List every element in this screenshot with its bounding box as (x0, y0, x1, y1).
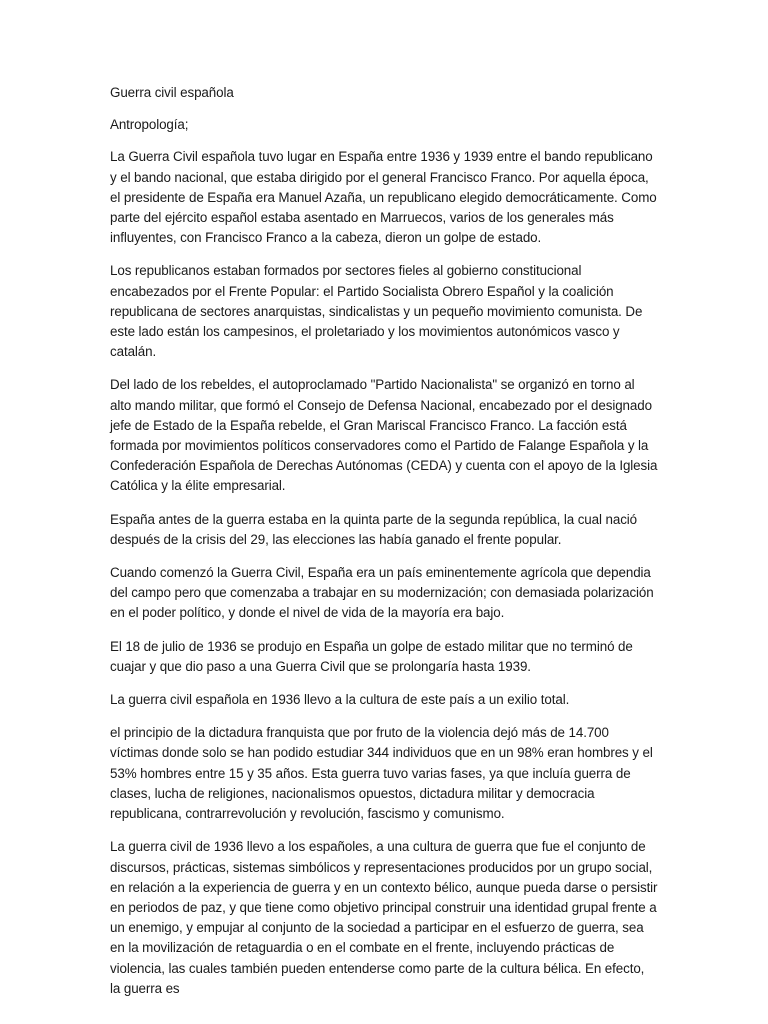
document-subtitle: Antropología; (110, 117, 189, 133)
paragraph-dictadura: el principio de la dictadura franquista que por fruto de la violencia dejó más de 14.700 víctimas donde solo se han podido estudiar 344 individuos que en un 98% eran hombres y el 53% hombres entre 15 y 35 años. Esta guerra tuvo varias fases, ya que incluía guerra de clases, lucha de religiones, nacionalismos opuestos, dictadura militar y democracia republicana, contrarrevolución y revolución, fascismo y comunismo. (110, 725, 653, 822)
paragraph-republicanos: Los republicanos estaban formados por sectores fieles al gobierno constitucional encabezados por el Frente Popular: el Partido Socialista Obrero Español y la coalición republicana de sectores anarquistas, sindicalistas y un pequeño movimiento comunista. De este lado están los campesinos, el proletariado y los movimientos autonómicos vasco y catalán. (110, 263, 643, 360)
paragraph-exilio: La guerra civil española en 1936 llevo a la cultura de este país a un exilio total. (110, 692, 570, 708)
document-page (110, 83, 658, 1012)
document-title: Guerra civil española (110, 85, 234, 100)
paragraph-intro: La Guerra Civil española tuvo lugar en España entre 1936 y 1939 entre el bando republicano y el bando nacional, que estaba dirigido por el general Francisco Franco. Por aquella época, el presidente de España era Manuel Azaña, un republicano elegido democráticamente. Como parte del ejército español estaba asentado en Marruecos, varios de los generales más influyentes, con Francisco Franco a la cabeza, dieron un golpe de estado. (110, 149, 657, 246)
paragraph-comienzo: Cuando comenzó la Guerra Civil, España era un país eminentemente agrícola que dependia del campo pero que comenzaba a trabajar en su modernización; con demasiada polarización en el poder político, y donde el nivel de vida de la mayoría era bajo. (110, 565, 654, 621)
paragraph-golpe: El 18 de julio de 1936 se produjo en España un golpe de estado militar que no terminó de cuajar y que dio paso a una Guerra Civil que se prolongaría hasta 1939. (110, 638, 633, 674)
paragraph-antes-guerra: España antes de la guerra estaba en la quinta parte de la segunda república, la cual nació después de la crisis del 29, las elecciones las había ganado el frente popular. (110, 511, 638, 547)
paragraph-cultura-guerra: La guerra civil de 1936 llevo a los españoles, a una cultura de guerra que fue el conjunto de discursos, prácticas, sistemas simbólicos y representaciones producidos por un grupo social, en relación a la experiencia de guerra y en un contexto bélico, aunque pueda darse o persistir en periodos de paz, y que tiene como objetivo principal construir una identidad grupal frente a un enemigo, y empujar al conjunto de la sociedad a participar en el esfuerzo de guerra, sea en la movilización de retaguardia o en el combate en el frente, incluyendo prácticas de violencia, las cuales también pueden entenderse como parte de la cultura bélica. En efecto, la guerra es (110, 839, 658, 996)
paragraph-rebeldes: Del lado de los rebeldes, el autoproclamado "Partido Nacionalista" se organizó en torno al alto mando militar, que formó el Consejo de Defensa Nacional, encabezado por el designado jefe de Estado de la España rebelde, el Gran Mariscal Francisco Franco. La facción está formada por movimientos políticos conservadores como el Partido de Falange Española y la Confederación Española de Derechas Autónomas (CEDA) y cuenta con el apoyo de la Iglesia Católica y la élite empresarial. (110, 377, 658, 494)
